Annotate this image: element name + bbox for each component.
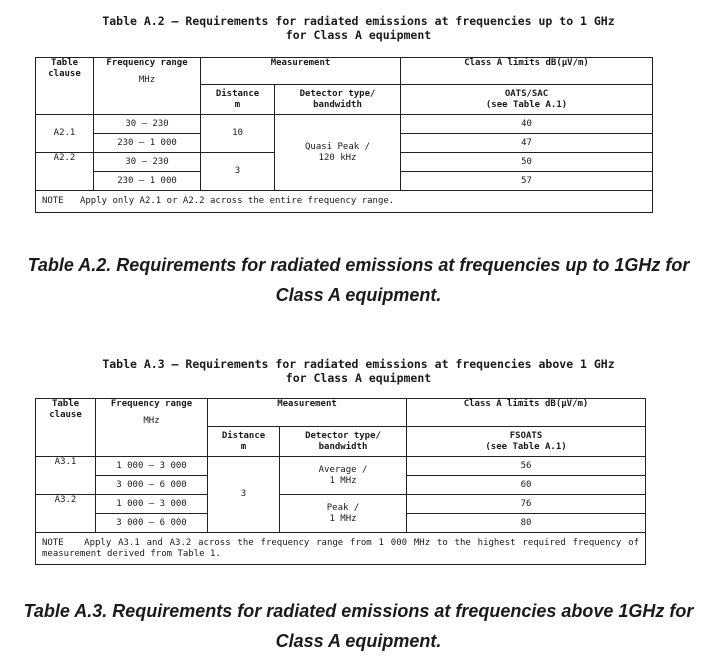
cell-frequency: 230 – 1 000	[94, 134, 201, 153]
header-table-clause: Table clause	[36, 58, 94, 115]
header-detector-type: Detector type/ bandwidth	[275, 85, 401, 115]
cell-frequency: 1 000 – 3 000	[96, 457, 208, 476]
cell-limit: 57	[401, 172, 653, 191]
cell-frequency: 30 – 230	[94, 115, 201, 134]
header-class-a-limits: Class A limits dB(µV/m)	[401, 58, 653, 85]
note-label: NOTE	[42, 537, 64, 548]
cell-clause: A2.2	[36, 153, 94, 191]
header-measurement: Measurement	[201, 58, 401, 85]
cell-limit: 50	[401, 153, 653, 172]
table-a2	[35, 57, 653, 213]
table-a2-title-line1: Table A.2 – Requirements for radiated emissions at frequencies up to 1 GHz	[102, 14, 615, 28]
cell-distance: 3	[201, 153, 275, 191]
cell-frequency: 1 000 – 3 000	[96, 495, 208, 514]
cell-frequency: 3 000 – 6 000	[96, 476, 208, 495]
cell-clause: A3.1	[36, 457, 96, 495]
header-distance: Distance m	[208, 427, 280, 457]
caption-line2: Class A equipment.	[275, 285, 442, 305]
header-test-site: FSOATS (see Table A.1)	[407, 427, 646, 457]
note-text: Apply A3.1 and A3.2 across the frequency range from 1 000 MHz to the highest required frequency of measurement derived from Table 1.	[42, 537, 640, 559]
header-test-site: OATS/SAC (see Table A.1)	[401, 85, 653, 115]
cell-limit: 60	[407, 476, 646, 495]
header-frequency-range: Frequency range MHz	[94, 58, 201, 115]
cell-frequency: 230 – 1 000	[94, 172, 201, 191]
table-a2-title-line2: for Class A equipment	[285, 28, 432, 42]
cell-frequency: 3 000 – 6 000	[96, 514, 208, 533]
table-a3-caption	[0, 596, 717, 656]
cell-detector-peak: Peak / 1 MHz	[280, 495, 407, 533]
header-detector-type: Detector type/ bandwidth	[280, 427, 407, 457]
header-distance: Distance m	[201, 85, 275, 115]
table-a3-title	[0, 357, 717, 385]
header-class-a-limits: Class A limits dB(µV/m)	[407, 399, 646, 427]
table-a3-title-line1: Table A.3 – Requirements for radiated emissions at frequencies above 1 GHz	[102, 357, 615, 371]
cell-limit: 76	[407, 495, 646, 514]
header-frequency-range: Frequency range MHz	[96, 399, 208, 457]
table-a2-note	[36, 191, 653, 213]
caption-line2: Class A equipment.	[275, 631, 442, 651]
table-a3-note	[36, 533, 646, 565]
cell-limit: 40	[401, 115, 653, 134]
note-text: Apply only A2.1 or A2.2 across the entire frequency range.	[79, 196, 395, 206]
cell-distance: 3	[208, 457, 280, 533]
cell-limit: 56	[407, 457, 646, 476]
table-a3-title-line2: for Class A equipment	[285, 371, 432, 385]
table-a2-caption	[0, 250, 717, 310]
cell-clause: A3.2	[36, 495, 96, 533]
header-measurement: Measurement	[208, 399, 407, 427]
cell-limit: 47	[401, 134, 653, 153]
cell-clause: A2.1	[36, 115, 94, 153]
caption-line1: Table A.2. Requirements for radiated emissions at frequencies up to 1GHz for	[27, 255, 690, 275]
cell-limit: 80	[407, 514, 646, 533]
cell-detector-average: Average / 1 MHz	[280, 457, 407, 495]
cell-distance: 10	[201, 115, 275, 153]
header-table-clause: Table clause	[36, 399, 96, 457]
cell-detector: Quasi Peak / 120 kHz	[275, 115, 401, 191]
note-label: NOTE	[42, 196, 64, 206]
table-a3	[35, 398, 646, 565]
caption-line1: Table A.3. Requirements for radiated emissions at frequencies above 1GHz for	[23, 601, 694, 621]
table-a2-title	[0, 14, 717, 42]
cell-frequency: 30 – 230	[94, 153, 201, 172]
